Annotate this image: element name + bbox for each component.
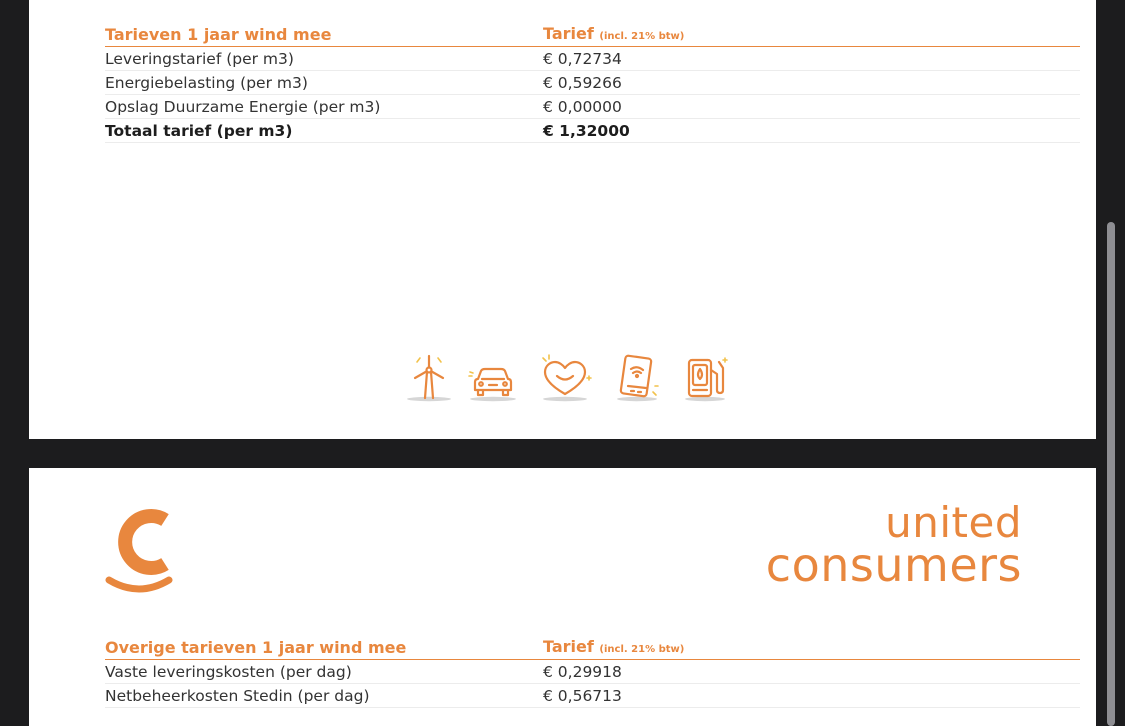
row-label: Energiebelasting (per m3) (105, 74, 308, 92)
table-row (105, 71, 1080, 95)
heart-icon (537, 352, 593, 404)
icon-strip (401, 352, 731, 404)
row-value: € 0,72734 (543, 50, 622, 68)
total-row (105, 119, 1080, 143)
tariff-column-label: Tarief (543, 24, 594, 43)
brand-line-2: consumers (765, 538, 1022, 592)
row-label: Opslag Duurzame Energie (per m3) (105, 98, 381, 116)
tariff-column-header (543, 637, 684, 656)
table-row (105, 660, 1080, 684)
row-label: Vaste leveringskosten (per dag) (105, 663, 352, 681)
row-value: € 0,59266 (543, 74, 622, 92)
wind-turbine-icon (401, 352, 457, 404)
other-tariff-table (105, 635, 1080, 708)
tariff-column-header (543, 24, 684, 43)
tariff-table (105, 22, 1080, 143)
scrollbar-thumb[interactable] (1107, 222, 1115, 726)
row-label: Netbeheerkosten Stedin (per dag) (105, 687, 370, 705)
tariff-table-header (105, 22, 1080, 47)
tariff-note: (incl. 21% btw) (599, 31, 685, 42)
table-row (105, 684, 1080, 708)
other-tariff-table-title: Overige tarieven 1 jaar wind mee (105, 638, 407, 657)
total-value: € 1,32000 (543, 122, 630, 140)
document-page-1 (29, 0, 1096, 439)
car-icon (465, 352, 521, 404)
row-value: € 0,29918 (543, 663, 622, 681)
united-consumers-logo-icon (101, 498, 181, 598)
row-value: € 0,56713 (543, 687, 622, 705)
table-row (105, 95, 1080, 119)
row-label: Leveringstarief (per m3) (105, 50, 294, 68)
total-label: Totaal tarief (per m3) (105, 122, 293, 140)
other-tariff-table-header (105, 635, 1080, 660)
fuel-pump-icon (677, 352, 733, 404)
smartphone-icon (609, 352, 665, 404)
brand-line-1: united (885, 498, 1022, 547)
tariff-table-title: Tarieven 1 jaar wind mee (105, 25, 332, 44)
tariff-note: (incl. 21% btw) (599, 644, 685, 655)
row-value: € 0,00000 (543, 98, 622, 116)
tariff-column-label: Tarief (543, 637, 594, 656)
table-row (105, 47, 1080, 71)
brand-wordmark (765, 498, 1022, 592)
